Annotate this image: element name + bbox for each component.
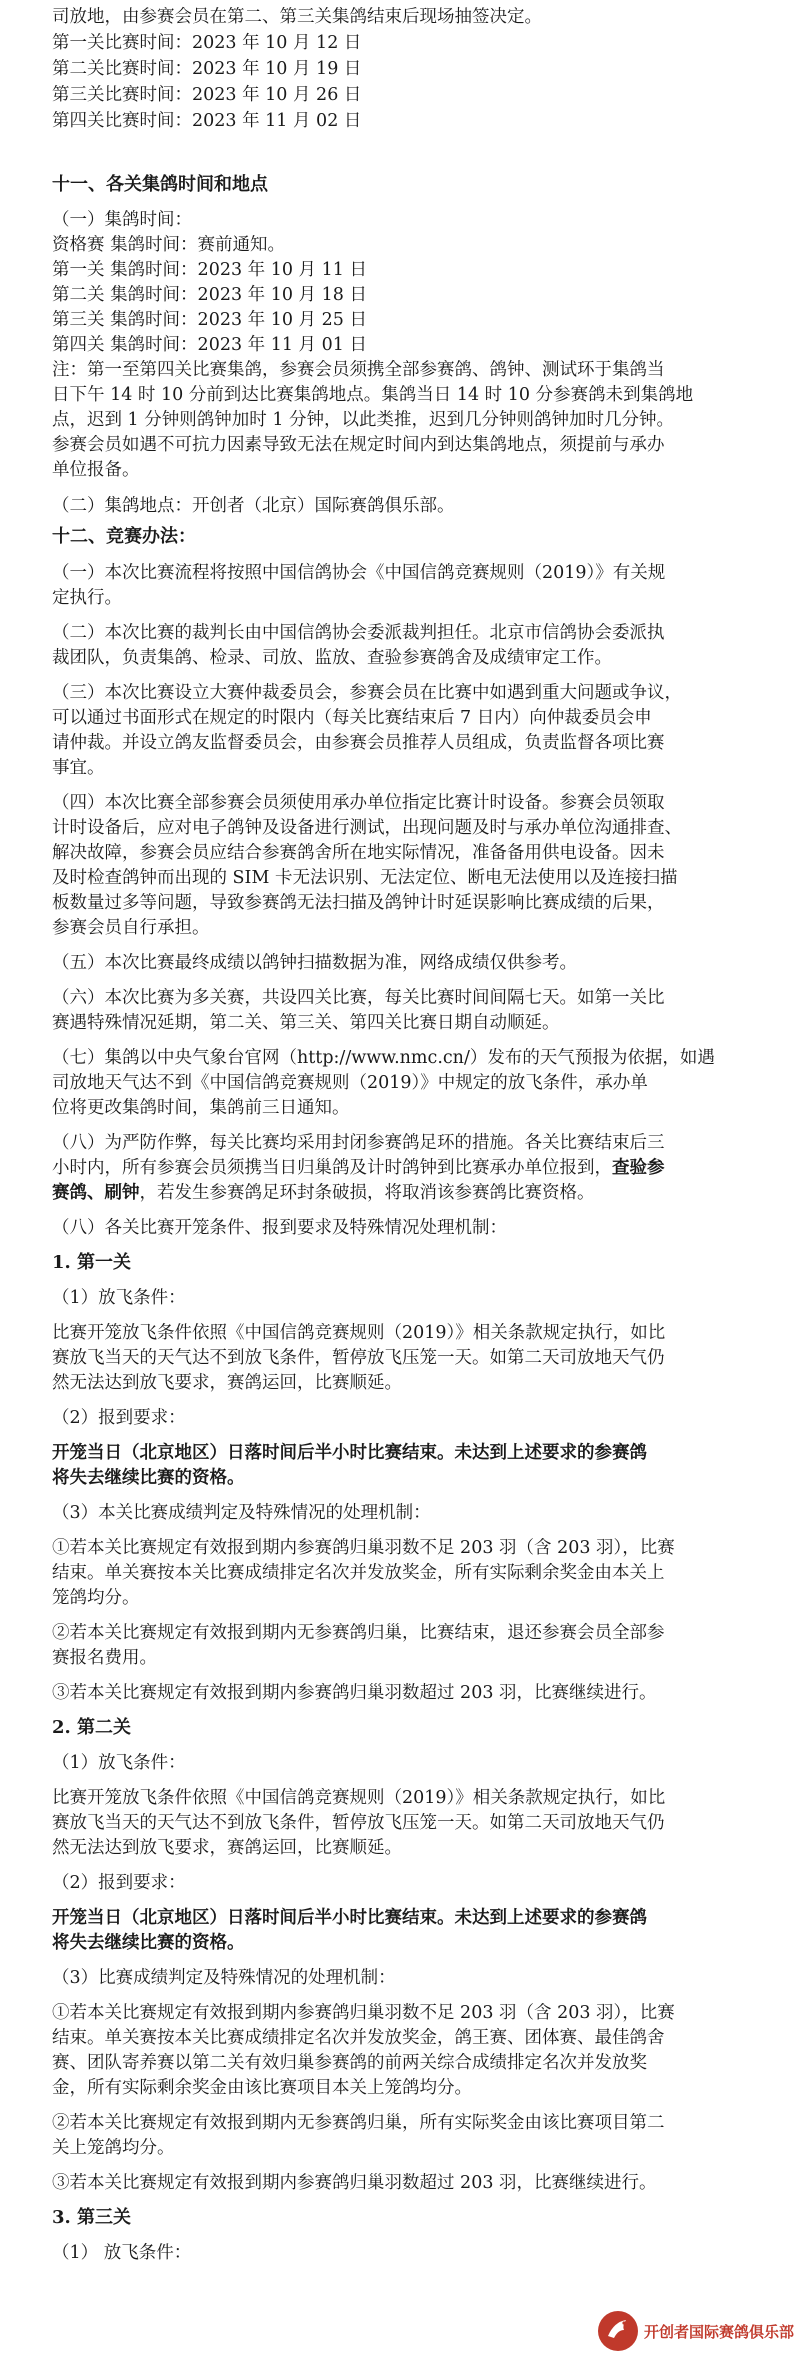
text-line: 事宜。 xyxy=(52,758,105,778)
text-line: （1） 放飞条件： xyxy=(52,2243,192,2263)
emphasis-text: 赛鸽、刷钟 xyxy=(52,1183,140,1203)
text-line: ②若本关比赛规定有效报到期内无参赛鸽归巢，比赛结束，退还参赛会员全部参 xyxy=(52,1623,665,1643)
club-logo xyxy=(596,2306,796,2356)
text-line: 日下午 14 时 10 分前到达比赛集鸽地点。集鸽当日 14 时 10 分参赛鸽未到集鸽地 xyxy=(52,385,694,405)
text-line: 笼鸽均分。 xyxy=(52,1588,140,1608)
text-line: 点，迟到 1 分钟则鸽钟加时 1 分钟，以此类推，迟到几分钟则鸽钟加时几分钟。 xyxy=(52,410,675,430)
text-line: 裁团队，负责集鸽、检录、司放、监放、查验参赛鸽舍及成绩审定工作。 xyxy=(52,648,612,668)
section-heading: 十一、各关集鸽时间和地点 xyxy=(52,174,268,195)
text-line: 司放地天气达不到《中国信鸽竞赛规则（2019）》中规定的放飞条件，承办单 xyxy=(52,1073,648,1093)
text-line: （3）比赛成绩判定及特殊情况的处理机制： xyxy=(52,1968,396,1988)
emphasis-line: 开笼当日（北京地区）日落时间后半小时比赛结束。未达到上述要求的参赛鸽 xyxy=(52,1443,647,1463)
text-line: 金，所有实际剩余奖金由该比赛项目本关上笼鸽均分。 xyxy=(52,2078,472,2098)
logo-text: 开创者国际赛鸽俱乐部 xyxy=(644,2324,795,2341)
text-line: 第四关比赛时间：2023 年 11 月 02 日 xyxy=(52,111,362,131)
text-line: （五）本次比赛最终成绩以鸽钟扫描数据为准，网络成绩仅供参考。 xyxy=(52,953,577,973)
text-line: 资格赛 集鸽时间：赛前通知。 xyxy=(52,235,286,255)
subsection-heading: 2. 第二关 xyxy=(52,1717,132,1738)
text-line: 第二关 集鸽时间：2023 年 10 月 18 日 xyxy=(52,285,367,305)
text-line: 赛遇特殊情况延期，第二关、第三关、第四关比赛日期自动顺延。 xyxy=(52,1013,560,1033)
text-line: 结束。单关赛按本关比赛成绩排定名次并发放奖金，鸽王赛、团体赛、最佳鸽舍 xyxy=(52,2028,665,2048)
text-line: 比赛开笼放飞条件依照《中国信鸽竞赛规则（2019）》相关条款规定执行，如比 xyxy=(52,1323,666,1343)
text-line: （八）各关比赛开笼条件、报到要求及特殊情况处理机制： xyxy=(52,1218,507,1238)
text-line: ①若本关比赛规定有效报到期内参赛鸽归巢羽数不足 203 羽（含 203 羽），比赛 xyxy=(52,1538,675,1558)
text-line: （三）本次比赛设立大赛仲裁委员会，参赛会员在比赛中如遇到重大问题或争议， xyxy=(52,683,682,703)
emphasis-line: 将失去继续比赛的资格。 xyxy=(52,1933,245,1953)
text-line: 请仲裁。并设立鸽友监督委员会，由参赛会员推荐人员组成，负责监督各项比赛 xyxy=(52,733,665,753)
text-line: 注：第一至第四关比赛集鸽，参赛会员须携全部参赛鸽、鸽钟、测试环于集鸽当 xyxy=(52,360,665,380)
text-line: 位将更改集鸽时间，集鸽前三日通知。 xyxy=(52,1098,350,1118)
text-line: （一）集鸽时间： xyxy=(52,210,192,230)
subsection-heading: 3. 第三关 xyxy=(52,2207,132,2228)
emphasis-text: 查验参 xyxy=(612,1158,665,1178)
mixed-line xyxy=(52,1180,595,1206)
text-line: 第一关比赛时间：2023 年 10 月 12 日 xyxy=(52,33,362,53)
pigeon-seal-icon xyxy=(596,2306,796,2356)
text-line: 司放地，由参赛会员在第二、第三关集鸽结束后现场抽签决定。 xyxy=(52,7,542,27)
text-line: 第一关 集鸽时间：2023 年 10 月 11 日 xyxy=(52,260,367,280)
text-line: （3）本关比赛成绩判定及特殊情况的处理机制： xyxy=(52,1503,431,1523)
mixed-line xyxy=(52,1155,665,1181)
section-heading: 十二、竞赛办法： xyxy=(52,526,196,547)
text-line: 参赛会员自行承担。 xyxy=(52,918,210,938)
text-line: 及时检查鸽钟而出现的 SIM 卡无法识别、无法定位、断电无法使用以及连接扫描 xyxy=(52,868,678,888)
text-line: ①若本关比赛规定有效报到期内参赛鸽归巢羽数不足 203 羽（含 203 羽），比赛 xyxy=(52,2003,675,2023)
text-line: 单位报备。 xyxy=(52,460,140,480)
text-line: 关上笼鸽均分。 xyxy=(52,2138,175,2158)
text-line: 赛放飞当天的天气达不到放飞条件，暂停放飞压笼一天。如第二天司放地天气仍 xyxy=(52,1348,665,1368)
text-line: ③若本关比赛规定有效报到期内参赛鸽归巢羽数超过 203 羽，比赛继续进行。 xyxy=(52,2173,657,2193)
text-segment: ，若发生参赛鸽足环封条破损，将取消该参赛鸽比赛资格。 xyxy=(139,1183,595,1203)
text-line: 第三关比赛时间：2023 年 10 月 26 日 xyxy=(52,85,362,105)
text-line: 然无法达到放飞要求，赛鸽运回，比赛顺延。 xyxy=(52,1373,402,1393)
text-line: 赛、团队寄养赛以第二关有效归巢参赛鸽的前两关综合成绩排定名次并发放奖 xyxy=(52,2053,647,2073)
text-line: 第四关 集鸽时间：2023 年 11 月 01 日 xyxy=(52,335,367,355)
text-line: 解决故障，参赛会员应结合参赛鸽舍所在地实际情况，准备备用供电设备。因未 xyxy=(52,843,665,863)
emphasis-line: 开笼当日（北京地区）日落时间后半小时比赛结束。未达到上述要求的参赛鸽 xyxy=(52,1908,647,1928)
text-line: 赛放飞当天的天气达不到放飞条件，暂停放飞压笼一天。如第二天司放地天气仍 xyxy=(52,1813,665,1833)
text-line: （1）放飞条件： xyxy=(52,1753,186,1773)
text-line: （七）集鸽以中央气象台官网（http://www.nmc.cn/）发布的天气预报为依据，如遇 xyxy=(52,1048,715,1068)
text-line: （八）为严防作弊，每关比赛均采用封闭参赛鸽足环的措施。各关比赛结束后三 xyxy=(52,1133,665,1153)
text-line: 结束。单关赛按本关比赛成绩排定名次并发放奖金，所有实际剩余奖金由本关上 xyxy=(52,1563,665,1583)
text-line: 第三关 集鸽时间：2023 年 10 月 25 日 xyxy=(52,310,367,330)
text-line: 计时设备后，应对电子鸽钟及设备进行测试，出现问题及时与承办单位沟通排查、 xyxy=(52,818,682,838)
text-segment: 小时内，所有参赛会员须携当日归巢鸽及计时鸽钟到比赛承办单位报到， xyxy=(52,1158,612,1178)
text-line: 第二关比赛时间：2023 年 10 月 19 日 xyxy=(52,59,362,79)
text-line: 可以通过书面形式在规定的时限内（每关比赛结束后 7 日内）向仲裁委员会申 xyxy=(52,708,652,728)
text-line: （四）本次比赛全部参赛会员须使用承办单位指定比赛计时设备。参赛会员领取 xyxy=(52,793,665,813)
text-line: 参赛会员如遇不可抗力因素导致无法在规定时间内到达集鸽地点，须提前与承办 xyxy=(52,435,665,455)
text-line: 比赛开笼放飞条件依照《中国信鸽竞赛规则（2019）》相关条款规定执行，如比 xyxy=(52,1788,666,1808)
text-line: （二）集鸽地点：开创者（北京）国际赛鸽俱乐部。 xyxy=(52,496,455,516)
subsection-heading: 1. 第一关 xyxy=(52,1252,132,1273)
text-line: 然无法达到放飞要求，赛鸽运回，比赛顺延。 xyxy=(52,1838,402,1858)
text-line: （1）放飞条件： xyxy=(52,1288,186,1308)
text-line: ②若本关比赛规定有效报到期内无参赛鸽归巢，所有实际奖金由该比赛项目第二 xyxy=(52,2113,665,2133)
text-line: （一）本次比赛流程将按照中国信鸽协会《中国信鸽竞赛规则（2019）》有关规 xyxy=(52,563,666,583)
text-line: ③若本关比赛规定有效报到期内参赛鸽归巢羽数超过 203 羽，比赛继续进行。 xyxy=(52,1683,657,1703)
emphasis-line: 将失去继续比赛的资格。 xyxy=(52,1468,245,1488)
text-line: （2）报到要求： xyxy=(52,1873,186,1893)
text-line: 板数量过多等问题，导致参赛鸽无法扫描及鸽钟计时延误影响比赛成绩的后果， xyxy=(52,893,665,913)
text-line: 定执行。 xyxy=(52,588,122,608)
text-line: （二）本次比赛的裁判长由中国信鸽协会委派裁判担任。北京市信鸽协会委派执 xyxy=(52,623,665,643)
text-line: （2）报到要求： xyxy=(52,1408,186,1428)
text-line: 赛报名费用。 xyxy=(52,1648,157,1668)
text-line: （六）本次比赛为多关赛，共设四关比赛，每关比赛时间间隔七天。如第一关比 xyxy=(52,988,665,1008)
